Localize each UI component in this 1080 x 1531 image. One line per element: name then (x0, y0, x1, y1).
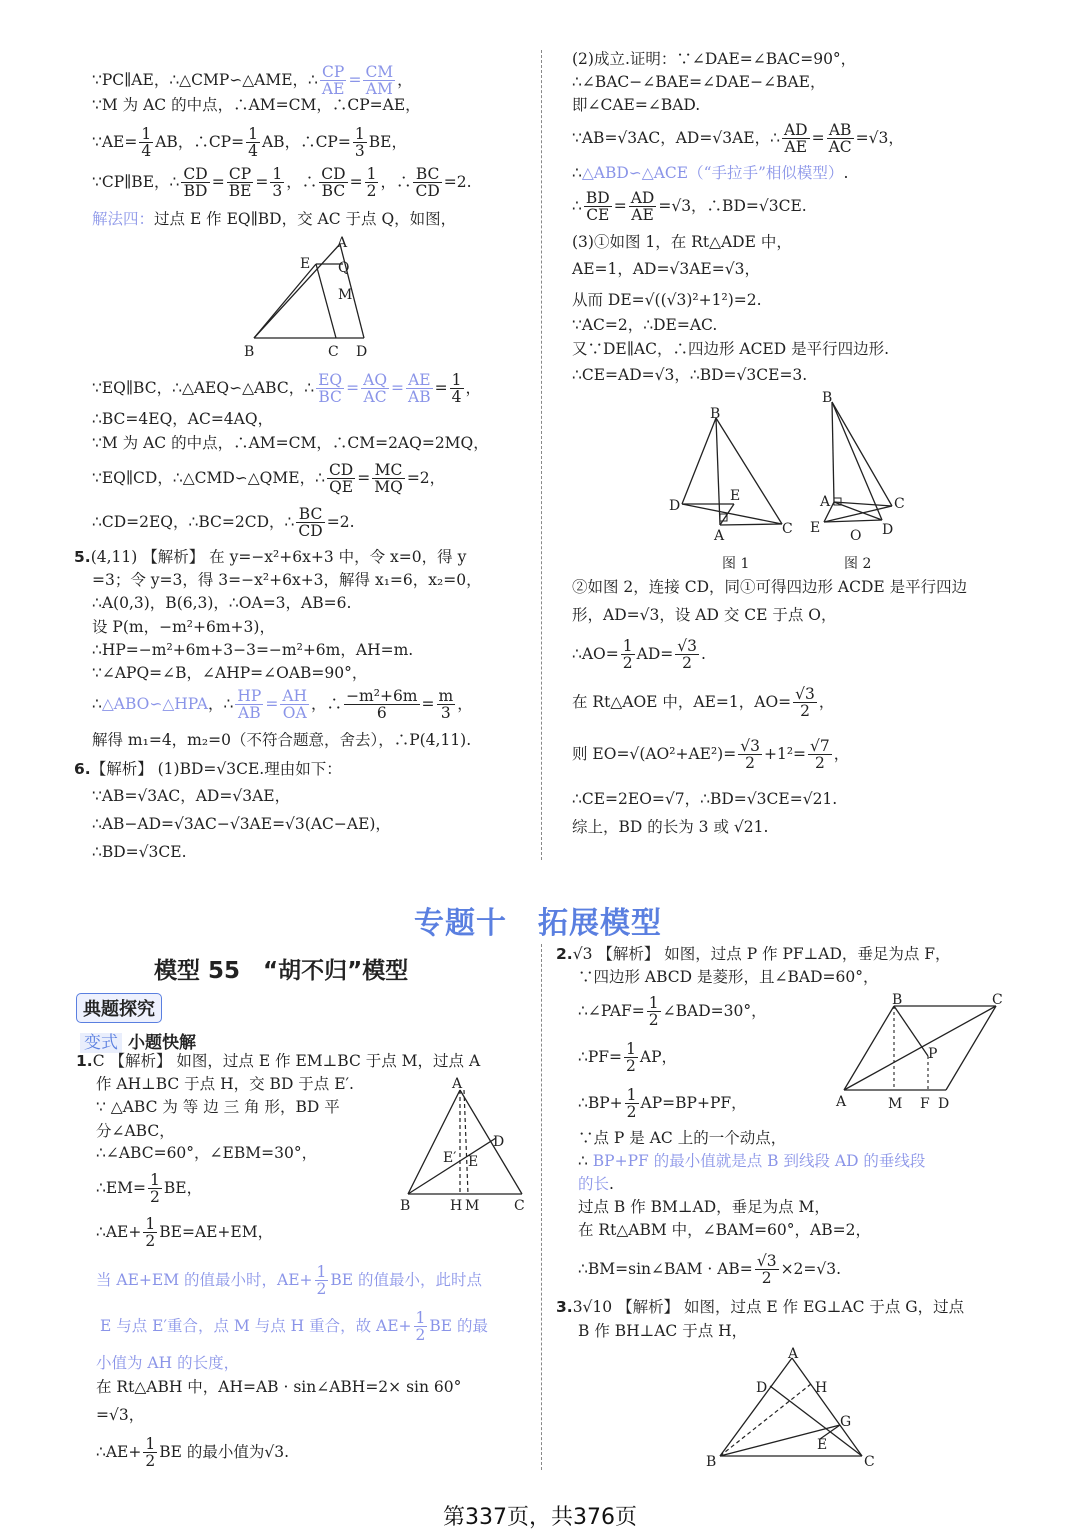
solution-line: 小值为 AH 的长度， (96, 1354, 240, 1372)
solution-line: =√3， (96, 1406, 145, 1424)
figure-label: A (836, 1094, 847, 1110)
figure-label: B (400, 1198, 411, 1214)
solution-line: ∵ △ABC 为 等 边 三 角 形，BD 平 (96, 1098, 340, 1116)
figure-label: B (822, 390, 833, 406)
solution-line: (3)①如图 1，在 Rt△ADE 中， (572, 233, 792, 251)
figure-label: H (450, 1198, 463, 1214)
solution-line: ∵AC=2，∴DE=AC. (572, 316, 718, 334)
solution-line: ②如图 2，连接 CD，同①可得四边形 ACDE 是平行四边 (572, 578, 968, 596)
section-tag: 典题探究 (76, 993, 162, 1023)
solution-line: 2.√3 【解析】 如图，过点 P 作 PF⊥AD，垂足为点 F， (556, 945, 951, 963)
solution-line: E 与点 E′重合，点 M 与点 H 重合，故 AE+ $\frac{1}{2}$ BE 的最 (100, 1309, 489, 1345)
solution-line: 3.3√10 【解析】 如图，过点 E 作 EG⊥AC 于点 G，过点 (556, 1298, 965, 1316)
solution-line: ∴CE=AD=√3，∴BD=√3CE=3. (572, 366, 808, 384)
figure-label: M (338, 287, 353, 303)
figure-label: A (788, 1346, 799, 1362)
solution-line: AE=1，AD=√3AE=√3， (572, 260, 760, 278)
column-divider-bottom (541, 944, 542, 1470)
figure-label: C (864, 1454, 875, 1470)
sub-tag: 变式 小题快解 (80, 1028, 196, 1053)
figure-label: M (465, 1198, 480, 1214)
figure-label: E (300, 256, 311, 272)
solution-line: 在 Rt△ABH 中，AH=AB · sin∠ABH=2× sin 60° (96, 1378, 462, 1396)
solution-line: 即∠CAE=∠BAD. (572, 96, 701, 114)
figure-label: A (820, 494, 831, 510)
solution-line: 过点 B 作 BM⊥AD，垂足为点 M， (578, 1198, 830, 1216)
solution-line: ∵EQ∥BC，∴△AEQ∽△ABC，∴ $\frac{EQ}{BC}$ = $\frac{AQ}{AC}$ = $\frac{AE}{AB}$ = $\frac{1}{4}$ ， (92, 371, 482, 407)
solution-line: 解得 m₁=4，m₂=0（不符合题意，舍去），∴P(4,11). (92, 731, 472, 749)
solution-line: 则 EO=√(AO²+AE²)= $\frac{√3}{2}$ +1²= $\frac{√7}{2}$ ， (572, 737, 850, 773)
figure-label: D (938, 1096, 950, 1112)
figure-label: A (714, 528, 725, 544)
solution-line: ∴AE+ $\frac{1}{2}$ BE 的最小值为√3. (96, 1435, 290, 1471)
solution-line: ∴HP=−m²+6m+3−3=−m²+6m，AH=m. (92, 641, 414, 659)
solution-line: ∴△ABD∽△ACE（“手拉手”相似模型）. (572, 164, 849, 182)
figure-label: C (328, 344, 339, 360)
figure-caption: 图 1 (722, 556, 750, 572)
solution-line: 当 AE+EM 的值最小时，AE+ $\frac{1}{2}$ BE 的值最小，此时点 (96, 1263, 483, 1299)
figure-label: C (894, 496, 905, 512)
fraction: $\frac{CP}{AE}$ (321, 63, 345, 99)
figure-label: H (815, 1380, 828, 1396)
figure-label: B (706, 1454, 717, 1470)
section-title: 专题十 拓展模型 (414, 906, 662, 941)
solution-line: (2)成立.证明：∵∠DAE=∠BAC=90°， (572, 50, 857, 68)
figure-label: D (356, 344, 368, 360)
figure-label: C (782, 521, 793, 537)
figure-label: G (840, 1414, 852, 1430)
figure-q3-triangle (700, 1344, 890, 1472)
solution-line: ∴ BP+PF 的最小值就是点 B 到线段 AD 的垂线段 (578, 1152, 926, 1170)
figure-caption: 图 2 (844, 556, 872, 572)
solution-line: 设 P(m，−m²+6m+3)， (92, 618, 275, 636)
figure-q1-triangle (396, 1072, 536, 1218)
solution-line: 5.(4,11) 【解析】 在 y=−x²+6x+3 中，令 x=0，得 y (74, 548, 467, 566)
solution-line: ∵PC∥AE，∴△CMP∽△AME，∴ $\frac{CP}{AE}$ = $\frac{CM}{AM}$ ， (92, 63, 413, 99)
solution-line: ∴BM=sin∠BAM · AB= $\frac{√3}{2}$ ×2=√3. (578, 1252, 842, 1288)
solution-line: ∵AB=√3AC，AD=√3AE， (92, 787, 291, 805)
solution-line: 作 AH⊥BC 于点 H，交 BD 于点 E′. (96, 1075, 354, 1093)
figure-label: D (882, 522, 894, 538)
figure-label: M (888, 1096, 903, 1112)
figure-label: B (244, 344, 255, 360)
figure-label: A (452, 1076, 463, 1092)
solution-line: ∴EM= $\frac{1}{2}$ BE， (96, 1171, 203, 1207)
solution-line: 在 Rt△AOE 中，AE=1，AO= $\frac{√3}{2}$ ， (572, 685, 835, 721)
solution-line: 在 Rt△ABM 中，∠BAM=60°，AB=2， (578, 1221, 871, 1239)
solution-line: ∵四边形 ABCD 是菱形，且∠BAD=60°， (578, 968, 879, 986)
solution-line: ∴A(0,3)，B(6,3)，∴OA=3，AB=6. (92, 594, 352, 612)
figure-label: O (850, 528, 862, 544)
solution-line: ∵点 P 是 AC 上的一个动点， (578, 1129, 787, 1147)
solution-line: ∴∠ABC=60°，∠EBM=30°， (96, 1144, 318, 1162)
figure-label: E (817, 1437, 828, 1453)
figure-label: E′ (443, 1150, 457, 1166)
figure-label: B (710, 406, 721, 422)
figure-label: E (730, 488, 741, 504)
solution-line: 综上，BD 的长为 3 或 √21. (572, 818, 769, 836)
figure-label: C (992, 992, 1003, 1008)
solution-line: ∴BP+ $\frac{1}{2}$ AP=BP+PF， (578, 1086, 747, 1122)
solution-line: 1.C 【解析】 如图，过点 E 作 EM⊥BC 于点 M，过点 A (76, 1052, 481, 1070)
solution-line: ∴CD=2EQ，∴BC=2CD，∴ $\frac{BC}{CD}$ =2. (92, 505, 355, 541)
figure-label: A (337, 235, 348, 251)
figure-label: F (920, 1096, 930, 1112)
figure-label: E (810, 520, 821, 536)
column-divider (541, 50, 542, 860)
solution-line: 的长. (578, 1175, 614, 1193)
model-title: 模型 55 “胡不归”模型 (154, 958, 409, 984)
solution-line: ∵EQ∥CD，∴△CMD∽△QME，∴ $\frac{CD}{QE}$ = $\frac{MC}{MQ}$ =2， (92, 461, 446, 497)
solution-line: B 作 BH⊥AC 于点 H， (578, 1322, 748, 1340)
fraction: $\frac{CM}{AM}$ (365, 63, 394, 99)
solution-line: ∵AE= $\frac{1}{4}$ AB，∴CP= $\frac{1}{4}$ AB，∴CP= $\frac{1}{3}$ BE， (92, 125, 407, 161)
solution-line: ∴△ABO∽△HPA，∴ $\frac{HP}{AB}$ = $\frac{AH}{OA}$ ，∴ $\frac{\text{−m²+6m}}{6}$ = $\frac{m}{3}$ ， (92, 687, 473, 723)
solution-line: ∵∠APQ=∠B，∠AHP=∠OAB=90°， (92, 664, 368, 682)
solution-line: ∵CP∥BE，∴ $\frac{CD}{BD}$ = $\frac{CP}{BE}$ = $\frac{1}{3}$ ，∴ $\frac{CD}{BC}$ = $\frac{1}{2}$ ，∴ $\frac{BC}{CD}$ =2. (92, 165, 472, 201)
solution-line: ∴ $\frac{BD}{CE}$ = $\frac{AD}{AE}$ =√3，∴BD=√3CE. (572, 189, 807, 225)
solution-line: ∴AO= $\frac{1}{2}$ AD= $\frac{√3}{2}$ . (572, 637, 706, 673)
figure-label: E (468, 1154, 479, 1170)
solution-line: ∴∠PAF= $\frac{1}{2}$ ∠BAD=30°， (578, 994, 767, 1030)
solution-line: =3；令 y=3，得 3=−x²+6x+3，解得 x₁=6，x₂=0， (92, 571, 482, 589)
solution-line: 分∠ABC， (96, 1122, 175, 1140)
figure-q2-rhombus (832, 990, 1010, 1115)
figure-triangle-eq (240, 232, 390, 362)
solution-line: ∴∠BAC−∠BAE=∠DAE−∠BAE， (572, 73, 826, 91)
page-footer: 第337页，共376页 (443, 1505, 637, 1530)
solution-line: ∴BC=4EQ，AC=4AQ， (92, 410, 274, 428)
figure-label: C (514, 1198, 525, 1214)
solution-line: ∴AE+ $\frac{1}{2}$ BE=AE+EM， (96, 1215, 274, 1251)
solution-line: 从而 DE=√((√3)²+1²)=2. (572, 291, 762, 309)
figure-label: D (669, 498, 681, 514)
solution-line: 6.【解析】 (1)BD=√3CE.理由如下： (74, 760, 342, 778)
solution-line: ∵AB=√3AC，AD=√3AE，∴ $\frac{AD}{AE}$ = $\frac{AB}{AC}$ =√3， (572, 121, 904, 157)
solution-line: ∴AB−AD=√3AC−√3AE=√3(AC−AE)， (92, 815, 391, 833)
solution-line: ∴CE=2EO=√7，∴BD=√3CE=√21. (572, 790, 838, 808)
figure-label: D (756, 1380, 768, 1396)
solution-line: 又∵DE∥AC，∴四边形 ACED 是平行四边形. (572, 340, 890, 358)
figure-label: D (493, 1134, 505, 1150)
solution-line: ∴PF= $\frac{1}{2}$ AP， (578, 1040, 678, 1076)
solution-line: ∵M 为 AC 的中点，∴AM=CM，∴CP=AE， (92, 96, 421, 114)
figure-label: B (892, 992, 903, 1008)
solution-line: ∴BD=√3CE. (92, 843, 187, 861)
solution-line: ∵M 为 AC 的中点，∴AM=CM，∴CM=2AQ=2MQ， (92, 434, 489, 452)
figure-label: Q (338, 260, 350, 276)
solution-line: 解法四：过点 E 作 EQ∥BD，交 AC 于点 Q，如图， (92, 210, 457, 228)
figure-label: P (928, 1046, 938, 1062)
solution-line: 形，AD=√3，设 AD 交 CE 于点 O， (572, 606, 837, 624)
figure-1-2 (664, 390, 924, 575)
